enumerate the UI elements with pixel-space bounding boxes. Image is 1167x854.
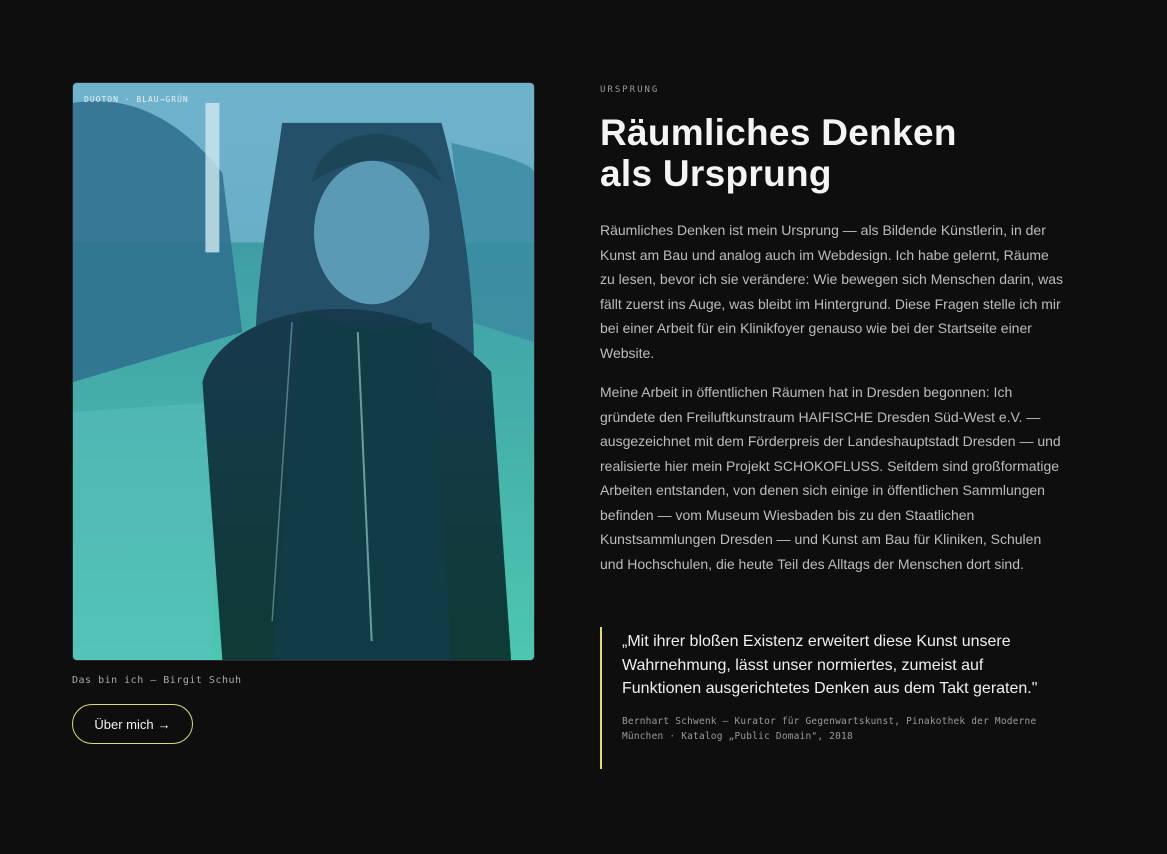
about-me-button[interactable] (72, 704, 193, 744)
body-paragraph-2: Meine Arbeit in öffentlichen Räumen hat in Dresden begonnen: Ich gründete den Freiluftkunstraum HAIFISCHE Dresden Süd-West e.V. — ausgezeichnet mit dem Förderpreis der Landeshauptstadt Dresden — und realisierte hier mein Projekt SCHOKOFLUSS. Seitdem sind großformatige Arbeiten entstanden, von denen sich einige in öffentlichen Sammlungen befinden — vom Museum Wiesbaden bis zu den Staatlichen Kunstsammlungen Dresden — und Kunst am Bau für Kliniken, Schulen und Hochschulen, die heute Teil des Alltags der Menschen dort sind. (600, 384, 1061, 572)
quote-source (622, 714, 1066, 744)
quote-source-line1: Bernhart Schwenk — Kurator für Gegenwartskunst, Pinakothek der Moderne (622, 716, 1037, 728)
photo-filter-tag: DUOTON · BLAU→GRÜN (84, 95, 189, 104)
section-title (600, 112, 1080, 194)
about-me-button-label: Über mich (94, 716, 154, 732)
section-title-line1: Räumliches Denken (600, 112, 957, 153)
portrait-image (73, 83, 534, 660)
quote-source-line2: München · Katalog „Public Domain", 2018 (622, 731, 853, 743)
pull-quote (600, 627, 1066, 769)
quote-text: „Mit ihrer bloßen Existenz erweitert diese Kunst unsere Wahrnehmung, lässt unser normiertes, zumeist auf Funktionen ausgerichtetes Denken aus dem Takt geraten." (622, 633, 1038, 698)
photo-caption: Das bin ich — Birgit Schuh (72, 675, 242, 686)
section-title-line2: als Ursprung (600, 153, 832, 194)
section-eyebrow: URSPRUNG (600, 85, 660, 95)
arrow-right-icon: → (157, 716, 171, 732)
portrait-photo (72, 82, 535, 661)
body-paragraph-1: Räumliches Denken ist mein Ursprung — als Bildende Künstlerin, in der Kunst am Bau und analog auch im Webdesign. Ich habe gelernt, Räume zu lesen, bevor ich sie verändere: Wie bewegen sich Menschen darin, was fällt zuerst ins Auge, was bleibt im Hintergrund. Diese Fragen stelle ich mir bei einer Arbeit für ein Klinikfoyer genauso wie bei der Startseite einer Website. (600, 222, 1064, 361)
